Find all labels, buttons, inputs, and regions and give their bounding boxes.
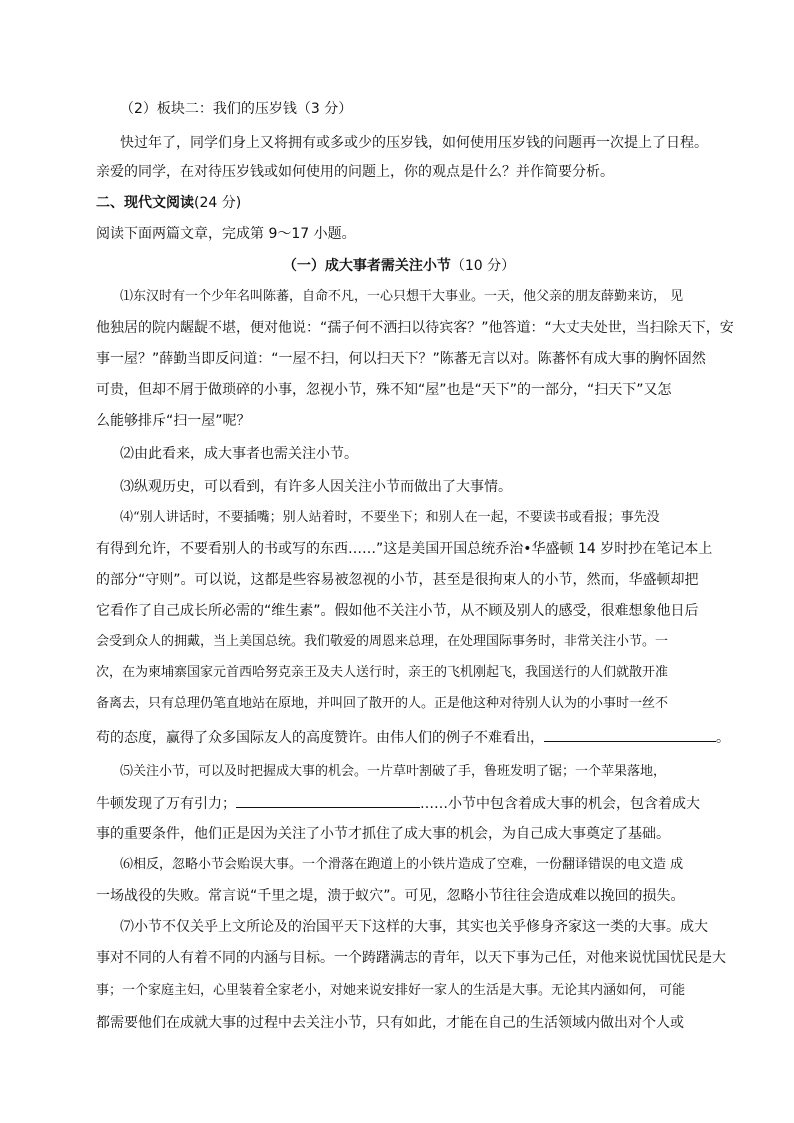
paragraph-4-line-6: 次，在为柬埔寨国家元首西哈努克亲王及夫人送行时，亲王的飞机刚起飞，我国送行的人们就散开准 (96, 665, 669, 680)
paragraph-4-line-2: 有得到允许，不要看别人的书或写的东西……”这是美国开国总统乔治•华盛顿 14 岁时抄在笔记本上 (96, 541, 713, 557)
paragraph-6-line-1: ⑹相反，忽略小节会贻误大事。一个滑落在跑道上的小铁片造成了空难，一份翻译错误的电文造 成 (120, 857, 684, 872)
paragraph-4-line-5: 会受到众人的拥戴，当上美国总统。我们敬爱的周恩来总理，在处理国际事务时，非常关注小节。一 (96, 634, 669, 649)
article-title-text: （一）成大事者需关注小节 (282, 258, 451, 274)
paragraph-5-line-2-start: 牛顿发现了万有引力； (96, 796, 236, 812)
paragraph-6-line-2: 一场战役的失败。常言说“千里之堤，溃于蚁穴”。可见，忽略小节往往会造成难以挽回的损失。 (96, 888, 685, 904)
reading-heading-text: 二、现代文阅读 (96, 195, 194, 211)
paragraph-7-line-4: 都需要他们在成就大事的过程中去关注小节，只有如此，才能在自己的生活领域内做出对个人或 (96, 1015, 684, 1031)
paragraph-4-line-7: 备离去，只有总理仍笔直地站在原地，并叫回了散开的人。正是他这种对待别人认为的小事时一丝不 (96, 696, 669, 711)
paragraph-3: ⑶纵观历史，可以看到，有许多人因关注小节而做出了大事情。 (120, 479, 512, 495)
article-title (96, 256, 702, 276)
paragraph-4-line-8-text: 苟的态度，赢得了众多国际友人的高度赞许。由伟人们的例子不难看出， (96, 730, 544, 746)
paragraph-5-line-3: 事的重要条件，他们正是因为关注了小节才抓住了成大事的机会，为自己成大事奠定了基础。 (96, 826, 670, 842)
answer-blank-2[interactable] (236, 793, 420, 808)
paragraph-1-line-2: 他独居的院内龌龊不堪，便对他说：“孺子何不洒扫以待宾客？”他答道：“大丈夫处世，当扫除天下，安 (96, 320, 734, 336)
reading-instruction: 阅读下面两篇文章，完成第 9～17 小题。 (96, 226, 356, 242)
paragraph-2: ⑵由此看来，成大事者也需关注小节。 (120, 446, 358, 462)
block2-line-1: 快过年了，同学们身上又将拥有或多或少的压岁钱，如何使用压岁钱的问题再一次提上了日程。 (120, 135, 708, 151)
paragraph-1-line-1: ⑴东汉时有一个少年名叫陈蕃，自命不凡，一心只想干大事业。一天，他父亲的朋友薛勤来访， 见 (120, 289, 684, 304)
article-title-score: （10 分） (450, 258, 516, 274)
paragraph-7-line-3: 事；一个家庭主妇，心里装着全家老小，对她来说安排好一家人的生活是大事。无论其内涵如何， 可能 (96, 983, 686, 998)
paragraph-7-line-2: 事对不同的人有着不同的内涵与目标。一个踌躇满志的青年，以天下事为己任，对他来说忧国忧民是大 (96, 950, 726, 966)
reading-heading-score: (24 分) (194, 195, 242, 211)
paragraph-7-line-1: ⑺小节不仅关乎上文所论及的治国平天下这样的大事，其实也关乎修身齐家这一类的大事。成大 (120, 919, 708, 935)
answer-blank-1[interactable] (544, 727, 716, 742)
paragraph-4-line-4: 它看作了自己成长所必需的“维生素”。假如他不关注小节，从不顾及别人的感受，很难想象他日后 (96, 603, 699, 619)
block2-heading: （2）板块二：我们的压岁钱（3 分） (120, 101, 353, 117)
paragraph-4-line-8-end: 。 (716, 730, 730, 746)
block2-line-2: 亲爱的同学，在对待压岁钱或如何使用的问题上，你的观点是什么？并作简要分析。 (96, 164, 614, 180)
paragraph-1-line-4: 可贵，但却不屑于做琐碎的小事，忽视小节，殊不知“屋”也是“天下”的一部分，“扫天下”又怎 (96, 382, 672, 398)
paragraph-1-line-3: 事一屋？”薛勤当即反问道：“一屋不扫，何以扫天下？”陈蕃无言以对。陈蕃怀有成大事的胸怀固然 (96, 351, 706, 367)
paragraph-5-line-1: ⑸关注小节，可以及时把握成大事的机会。一片草叶割破了手，鲁班发明了锯；一个苹果落地， (120, 764, 667, 779)
paragraph-1-line-5: 么能够排斥“扫一屋”呢？ (96, 413, 251, 429)
paragraph-4-line-3: 的部分“守则”。可以说，这都是些容易被忽视的小节，甚至是很拘束人的小节，然而，华盛顿却把 (96, 572, 699, 588)
paragraph-4-line-8 (96, 727, 730, 748)
paragraph-5-line-2-end: ……小节中包含着成大事的机会，包含着成大 (420, 796, 700, 812)
paragraph-4-line-1: ⑷“别人讲话时，不要插嘴；别人站着时，不要坐下；和别人在一起，不要读书或看报；事先没 (120, 510, 660, 525)
paragraph-5-line-2 (96, 793, 702, 814)
reading-section-heading (96, 193, 702, 213)
